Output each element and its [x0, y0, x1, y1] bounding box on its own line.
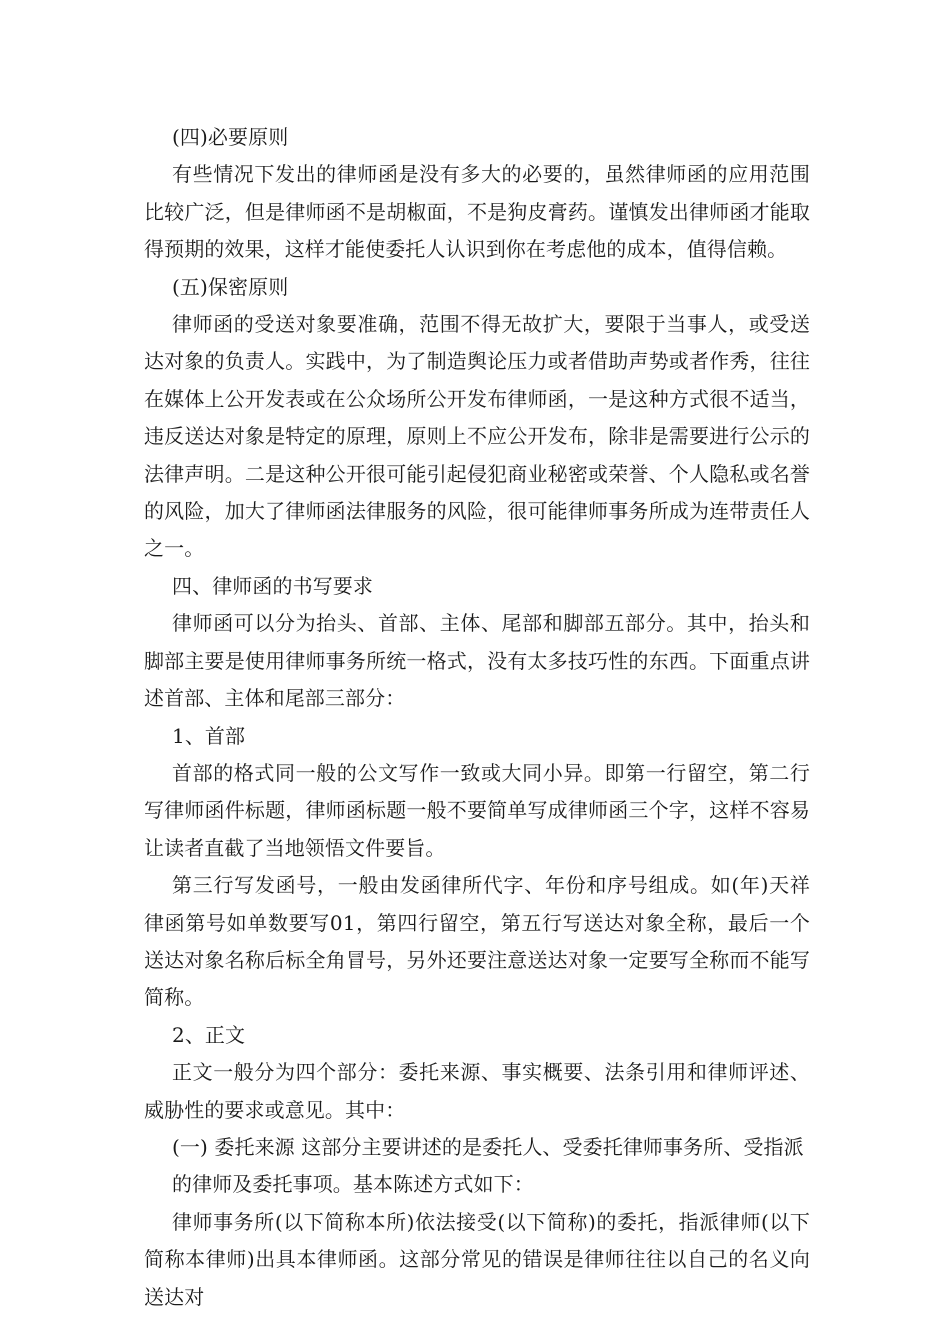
section-heading-confidentiality: (五)保密原则 [172, 274, 289, 299]
paragraph-necessity: 有些情况下发出的律师函是没有多大的必要的，虽然律师函的应用范围比较广泛，但是律师函不是胡椒面，不是狗皮膏药。谨慎发出律师函才能取得预期的效果，这样才能使委托人认识到你在考虑他的成本，值得信赖。 [144, 162, 810, 262]
section-heading-writing-requirements: 四、律师函的书写要求 [172, 573, 373, 598]
paragraph-head-format: 首部的格式同一般的公文写作一致或大同小异。即第一行留空，第二行写律师函件标题，律师函标题一般不要简单写成律师函三个字，这样不容易让读者直截了当地领悟文件要旨。 [144, 760, 810, 860]
paragraph-body-parts: 正文一般分为四个部分：委托来源、事实概要、法条引用和律师评述、威胁性的要求或意见。其中： [144, 1060, 810, 1122]
paragraph-letter-parts: 律师函可以分为抬头、首部、主体、尾部和脚部五部分。其中，抬头和脚部主要是使用律师事务所统一格式，没有太多技巧性的东西。下面重点讲述首部、主体和尾部三部分： [144, 611, 810, 711]
subheading-head: 1、首部 [172, 723, 246, 748]
paragraph-letter-number: 第三行写发函号，一般由发函律所代字、年份和序号组成。如(年)天祥律函第号如单数要写01，第四行留空，第五行写送达对象全称，最后一个送达对象名称后标全角冒号，另外还要注意送达对象一定要写全称而不能写简称。 [144, 873, 810, 1010]
document-body [144, 119, 810, 1316]
paragraph-commission-source: (一) 委托来源 这部分主要讲述的是委托人、受委托律师事务所、受指派 [172, 1134, 804, 1159]
paragraph-confidentiality: 律师函的受送对象要准确，范围不得无故扩大，要限于当事人，或受送达对象的负责人。实践中，为了制造舆论压力或者借助声势或者作秀，往往在媒体上公开发表或在公众场所公开发布律师函，一是这种方式很不适当，违反送达对象是特定的原理，原则上不应公开发布，除非是需要进行公示的法律声明。二是这种公开很可能引起侵犯商业秘密或荣誉、个人隐私或名誉的风险，加大了律师函法律服务的风险，很可能律师事务所成为连带责任人之一。 [144, 312, 810, 561]
paragraph-commission-source-cont: 的律师及委托事项。基本陈述方式如下： [172, 1172, 534, 1197]
subheading-body: 2、正文 [172, 1022, 246, 1047]
section-heading-necessity: (四)必要原则 [172, 125, 289, 149]
paragraph-commission-statement: 律师事务所(以下简称本所)依法接受(以下简称)的委托，指派律师(以下简称本律师)出具本律师函。这部分常见的错误是律师往往以自己的名义向送达对 [144, 1209, 810, 1309]
